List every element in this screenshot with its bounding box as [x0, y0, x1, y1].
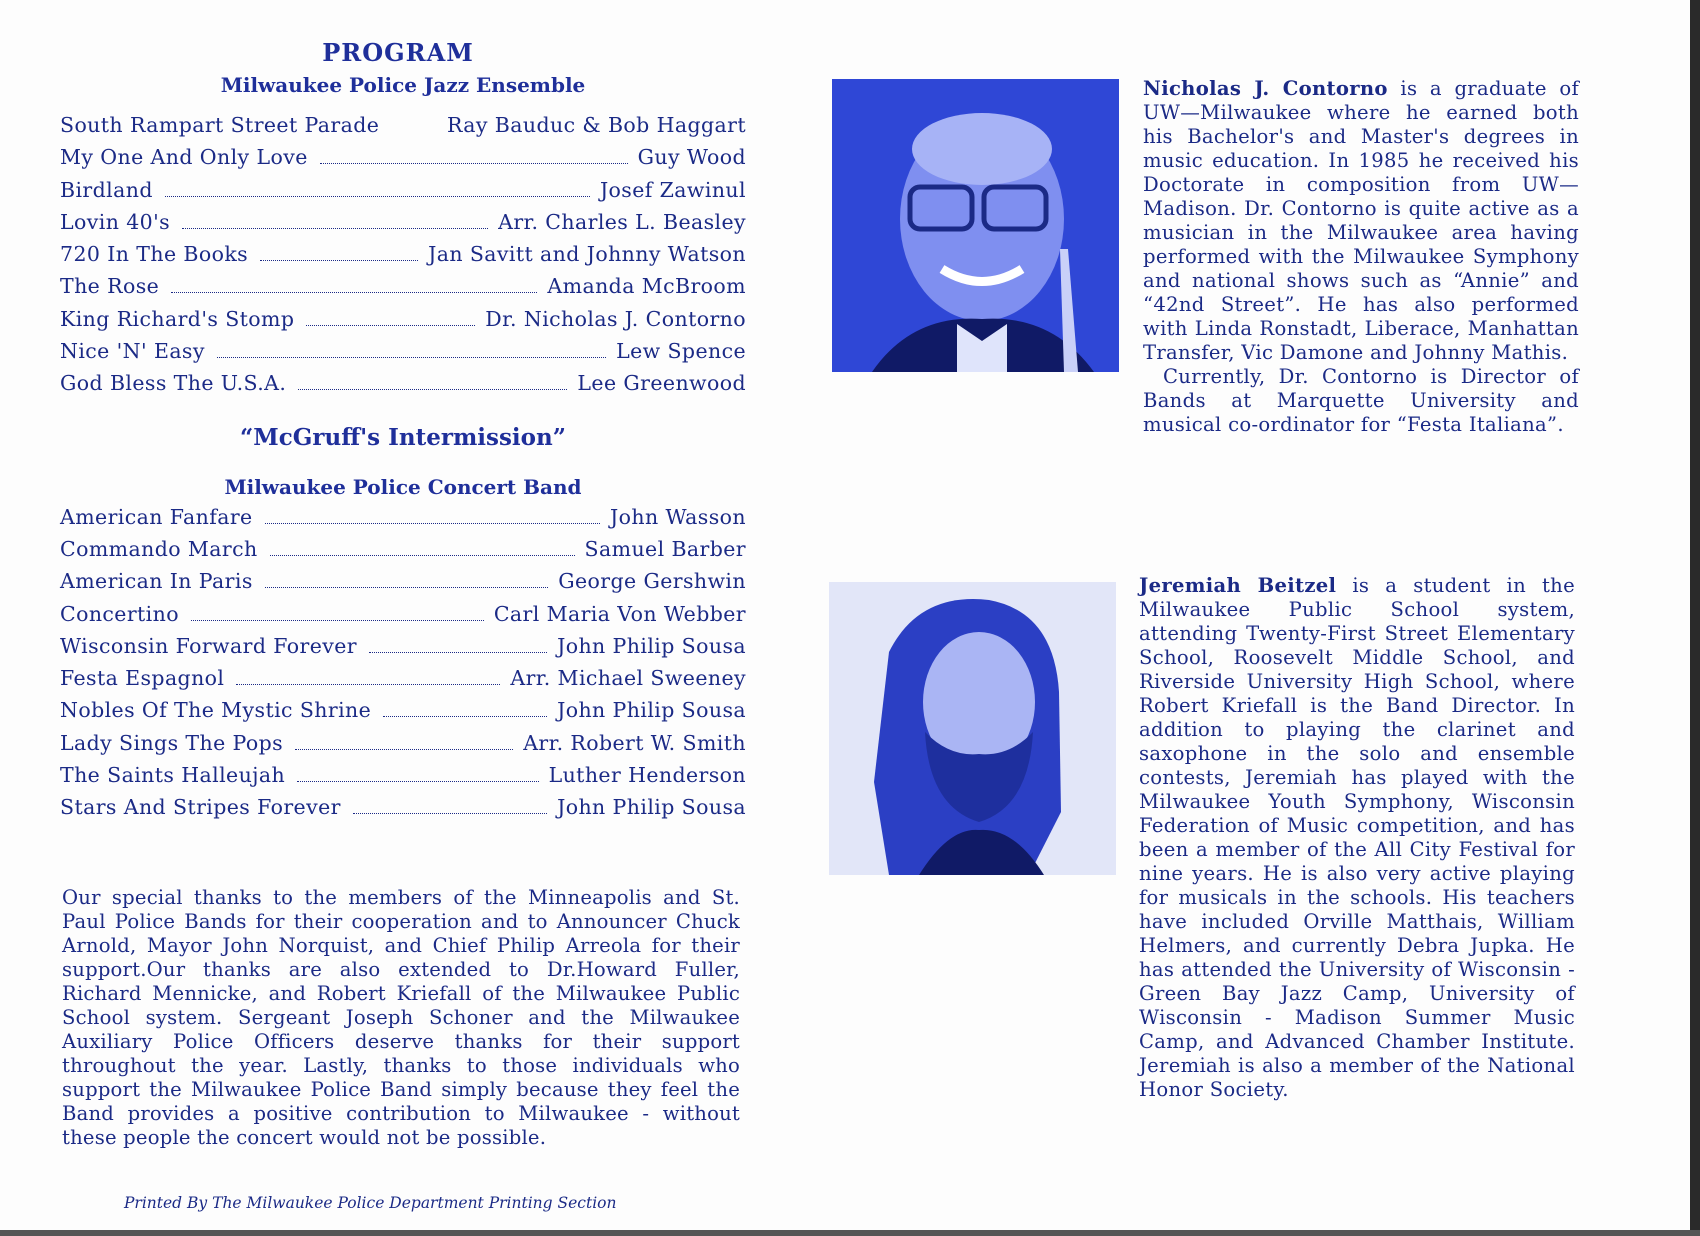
program-title: PROGRAM	[322, 38, 474, 67]
program-item	[60, 274, 746, 306]
piece-title: Stars And Stripes Forever	[60, 795, 341, 820]
piece-title: Birdland	[60, 177, 153, 202]
piece-composer: Arr. Michael Sweeney	[510, 666, 746, 691]
piece-composer: Luther Henderson	[548, 763, 746, 788]
piece-title: 720 In The Books	[60, 242, 249, 267]
contorno-bio	[1143, 77, 1579, 437]
printed-by-note: Printed By The Milwaukee Police Department Printing Section	[124, 1194, 617, 1212]
piece-composer: John Wasson	[610, 504, 746, 529]
piece-composer: Lee Greenwood	[577, 371, 746, 396]
program-item	[60, 731, 746, 763]
piece-title: Nice 'N' Easy	[60, 339, 205, 364]
piece-composer: Carl Maria Von Webber	[493, 601, 746, 626]
piece-composer: Jan Savitt and Johnny Watson	[428, 242, 746, 267]
piece-composer: Ray Bauduc & Bob Haggart	[446, 113, 746, 137]
piece-title: Commando March	[60, 536, 258, 561]
piece-title: My One And Only Love	[60, 145, 308, 170]
piece-title: American In Paris	[60, 569, 253, 594]
beitzel-photo	[829, 582, 1116, 875]
program-item	[60, 505, 746, 537]
program-item	[60, 602, 746, 634]
jazz-ensemble-title: Milwaukee Police Jazz Ensemble	[220, 73, 586, 97]
program-item	[60, 178, 746, 210]
piece-composer: Lew Spence	[616, 339, 746, 364]
scan-edge-bottom	[0, 1230, 1700, 1236]
piece-title: Lady Sings The Pops	[60, 730, 284, 755]
piece-composer: John Philip Sousa	[557, 633, 746, 658]
piece-title: The Rose	[60, 274, 160, 299]
piece-title: God Bless The U.S.A.	[60, 371, 287, 396]
piece-composer: Dr. Nicholas J. Contorno	[485, 306, 746, 331]
piece-composer: George Gershwin	[558, 569, 746, 594]
program-item	[60, 698, 746, 730]
piece-title: Lovin 40's	[60, 209, 171, 234]
piece-title: King Richard's Stomp	[60, 306, 295, 331]
program-item	[60, 371, 746, 403]
piece-composer: John Philip Sousa	[557, 698, 746, 723]
concert-band-title: Milwaukee Police Concert Band	[224, 474, 582, 499]
piece-title: Concertino	[60, 601, 179, 626]
program-item	[60, 569, 746, 601]
contorno-photo	[832, 79, 1119, 372]
piece-title: Nobles Of The Mystic Shrine	[60, 698, 372, 723]
program-item	[60, 339, 746, 371]
piece-title: Wisconsin Forward Forever	[60, 633, 357, 658]
program-item	[60, 210, 746, 242]
beitzel-bio	[1139, 574, 1575, 1102]
program-item	[60, 537, 746, 569]
bio-name: Jeremiah Beitzel	[1139, 574, 1337, 597]
program-item	[60, 145, 746, 177]
piece-composer: Arr. Charles L. Beasley	[498, 209, 746, 234]
program-column	[60, 38, 746, 828]
jazz-program-list	[60, 113, 746, 404]
thanks-paragraph: Our special thanks to the members of the Minneapolis and St. Paul Police Bands for their cooperation and to Announcer Chuck Arnold, Mayor John Norquist, and Chief Philip Arreola for their support.Our thanks are also extended to Dr.Howard Fuller, Richard Mennicke, and Robert Kriefall of the Milwaukee Public School system. Sergeant Joseph Schoner and the Milwaukee Auxiliary Police Officers deserve thanks for their support throughout the year. Lastly, thanks to those individuals who support the Milwaukee Police Band simply because they feel the Band provides a positive contribution to Milwaukee - without these people the concert would not be possible.	[62, 886, 740, 1149]
piece-composer: Amanda McBroom	[547, 274, 746, 299]
piece-title: American Fanfare	[60, 504, 253, 529]
program-item	[60, 666, 746, 698]
program-item	[60, 795, 746, 827]
piece-composer: John Philip Sousa	[557, 795, 746, 820]
program-item	[60, 307, 746, 339]
piece-composer: Guy Wood	[637, 145, 746, 170]
program-item	[60, 242, 746, 274]
program-item	[60, 634, 746, 666]
piece-composer: Samuel Barber	[584, 536, 746, 561]
program-item	[60, 113, 746, 145]
intermission-title: “McGruff's Intermission”	[240, 423, 566, 451]
program-item	[60, 763, 746, 795]
bio-text: is a student in the Milwaukee Public School system, attending Twenty-First Street Elementary School, Roosevelt Middle School, and Riverside University High School, where Robert Kriefall is the Band Director. In addition to playing the clarinet and saxophone in the solo and ensemble contests, Jeremiah has played with the Milwaukee Youth Symphony, Wisconsin Federation of Music competition, and has been a member of the All City Festival for nine years. He is also very active playing for musicals in the schools. His teachers have included Orville Matthais, William Helmers, and currently Debra Jupka. He has attended the University of Wisconsin - Green Bay Jazz Camp, University of Wisconsin - Madison Summer Music Camp, and Advanced Chamber Institute. Jeremiah is also a member of the National Honor Society.	[1139, 574, 1575, 1101]
piece-title: The Saints Halleujah	[60, 763, 286, 788]
scan-edge	[1690, 0, 1700, 1236]
piece-title: South Rampart Street Parade	[60, 113, 380, 137]
band-program-list	[60, 505, 746, 828]
bio-text-continued: Currently, Dr. Contorno is Director of Bands at Marquette University and musical co-ordinator for “Festa Italiana”.	[1143, 365, 1579, 436]
bio-text: is a graduate of UW—Milwaukee where he earned both his Bachelor's and Master's degrees in music education. In 1985 he received his Doctorate in composition from UW—Madison. Dr. Contorno is quite active as a musician in the Milwaukee area having performed with the Milwaukee Symphony and national shows such as “Annie” and “42nd Street”. He has also performed with Linda Ronstadt, Liberace, Manhattan Transfer, Vic Damone and Johnny Mathis.	[1143, 77, 1579, 364]
piece-title: Festa Espagnol	[60, 666, 225, 691]
bio-name: Nicholas J. Contorno	[1143, 77, 1388, 100]
piece-composer: Josef Zawinul	[599, 177, 746, 202]
piece-composer: Arr. Robert W. Smith	[523, 730, 746, 755]
